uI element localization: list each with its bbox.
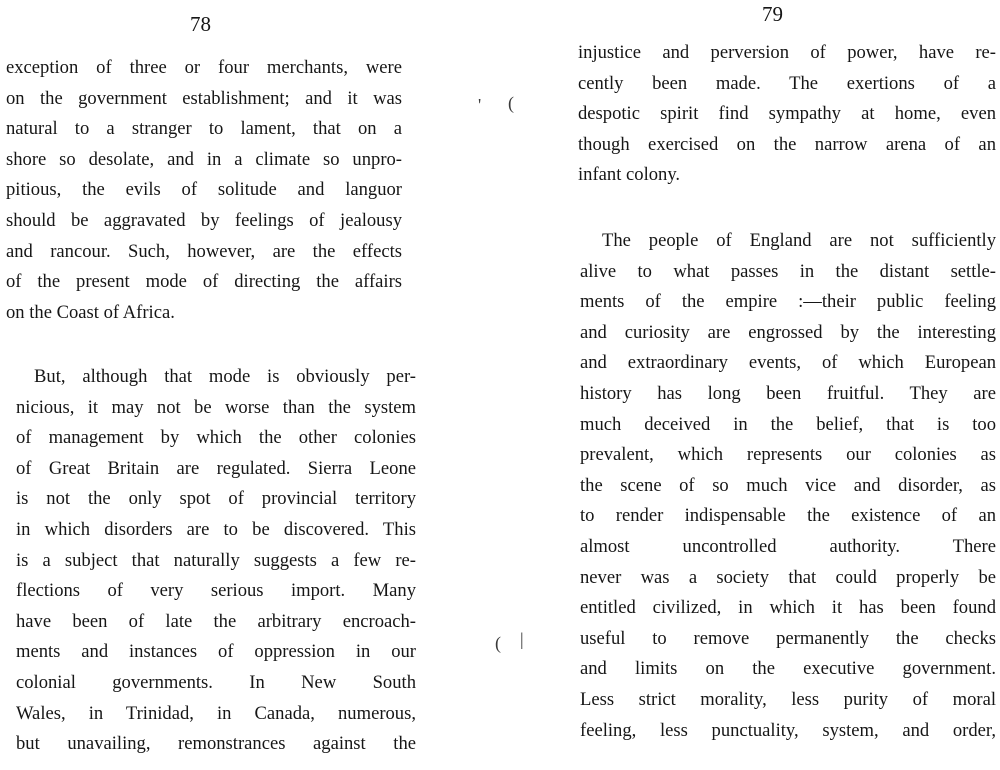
text-line: ments of the empire :—their public feeling — [580, 291, 996, 313]
text-line: much deceived in the belief, that is too — [580, 413, 996, 435]
text-line: though exercised on the narrow arena of an — [578, 133, 996, 155]
text-line: is not the only spot of provincial territory — [16, 488, 416, 510]
text-line: injustice and perversion of power, have re- — [578, 42, 996, 63]
text-line: in which disorders are to be discovered. This — [16, 518, 416, 540]
text-line: the scene of so much vice and disorder, as — [580, 474, 996, 496]
text-line: have been of late the arbitrary encroach- — [16, 610, 416, 632]
text-line: to render indispensable the existence of an — [580, 505, 996, 527]
text-line: history has long been fruitful. They are — [580, 382, 996, 404]
text-line: useful to remove permanently the checks — [580, 627, 996, 649]
left-page — [0, 0, 480, 770]
right-paragraph-2 — [580, 226, 996, 746]
text-line: entitled civilized, in which it has been found — [580, 597, 996, 619]
text-line: colonial governments. In New South — [16, 671, 416, 693]
page-number-left: 78 — [190, 12, 211, 36]
text-line: prevalent, which represents our colonies as — [580, 444, 996, 466]
text-line: natural to a stranger to lament, that on a — [6, 118, 402, 140]
text-line: on the government establishment; and it was — [6, 87, 402, 109]
gutter-mark: | — [520, 629, 524, 649]
text-line: Less strict morality, less purity of moral — [580, 688, 996, 710]
text-line: Wales, in Trinidad, in Canada, numerous, — [16, 702, 416, 724]
text-line: cently been made. The exertions of a — [578, 72, 996, 94]
text-line: never was a society that could properly be — [580, 566, 996, 588]
text-line: infant colony. — [578, 164, 681, 186]
page-number-right: 79 — [762, 2, 783, 26]
gutter-mark: ' — [478, 95, 482, 115]
gutter-mark: ( — [508, 93, 514, 113]
text-line: nicious, it may not be worse than the system — [16, 396, 416, 418]
text-line: and rancour. Such, however, are the effects — [6, 240, 402, 262]
text-line: But, although that mode is obviously per- — [34, 366, 416, 387]
text-line: is a subject that naturally suggests a few re- — [16, 549, 416, 571]
text-line: feeling, less punctuality, system, and order, — [580, 719, 996, 741]
text-line: flections of very serious import. Many — [16, 580, 416, 602]
right-paragraph-1 — [578, 38, 996, 191]
right-page — [570, 0, 1000, 770]
text-line: ments and instances of oppression in our — [16, 641, 416, 663]
text-line: and curiosity are engrossed by the interesting — [580, 321, 996, 343]
text-line: should be aggravated by feelings of jealousy — [6, 209, 402, 231]
text-line: exception of three or four merchants, were — [6, 57, 402, 78]
gutter-mark: ( — [495, 633, 501, 653]
left-paragraph-1 — [6, 53, 402, 328]
text-line: The people of England are not sufficiently — [602, 230, 996, 251]
left-paragraph-2 — [16, 362, 416, 760]
text-line: on the Coast of Africa. — [6, 301, 175, 323]
text-line: of Great Britain are regulated. Sierra Leone — [16, 457, 416, 479]
text-line: despotic spirit find sympathy at home, even — [578, 103, 996, 125]
text-line: of the present mode of directing the affairs — [6, 271, 402, 293]
text-line: alive to what passes in the distant settle- — [580, 260, 996, 282]
text-line: almost uncontrolled authority. There — [580, 535, 996, 557]
text-line: shore so desolate, and in a climate so unpro- — [6, 148, 402, 170]
text-line: pitious, the evils of solitude and languor — [6, 179, 402, 201]
text-line: but unavailing, remonstrances against the — [16, 733, 416, 755]
text-line: of management by which the other colonies — [16, 427, 416, 449]
text-line: and extraordinary events, of which European — [580, 352, 996, 374]
text-line: and limits on the executive government. — [580, 658, 996, 680]
